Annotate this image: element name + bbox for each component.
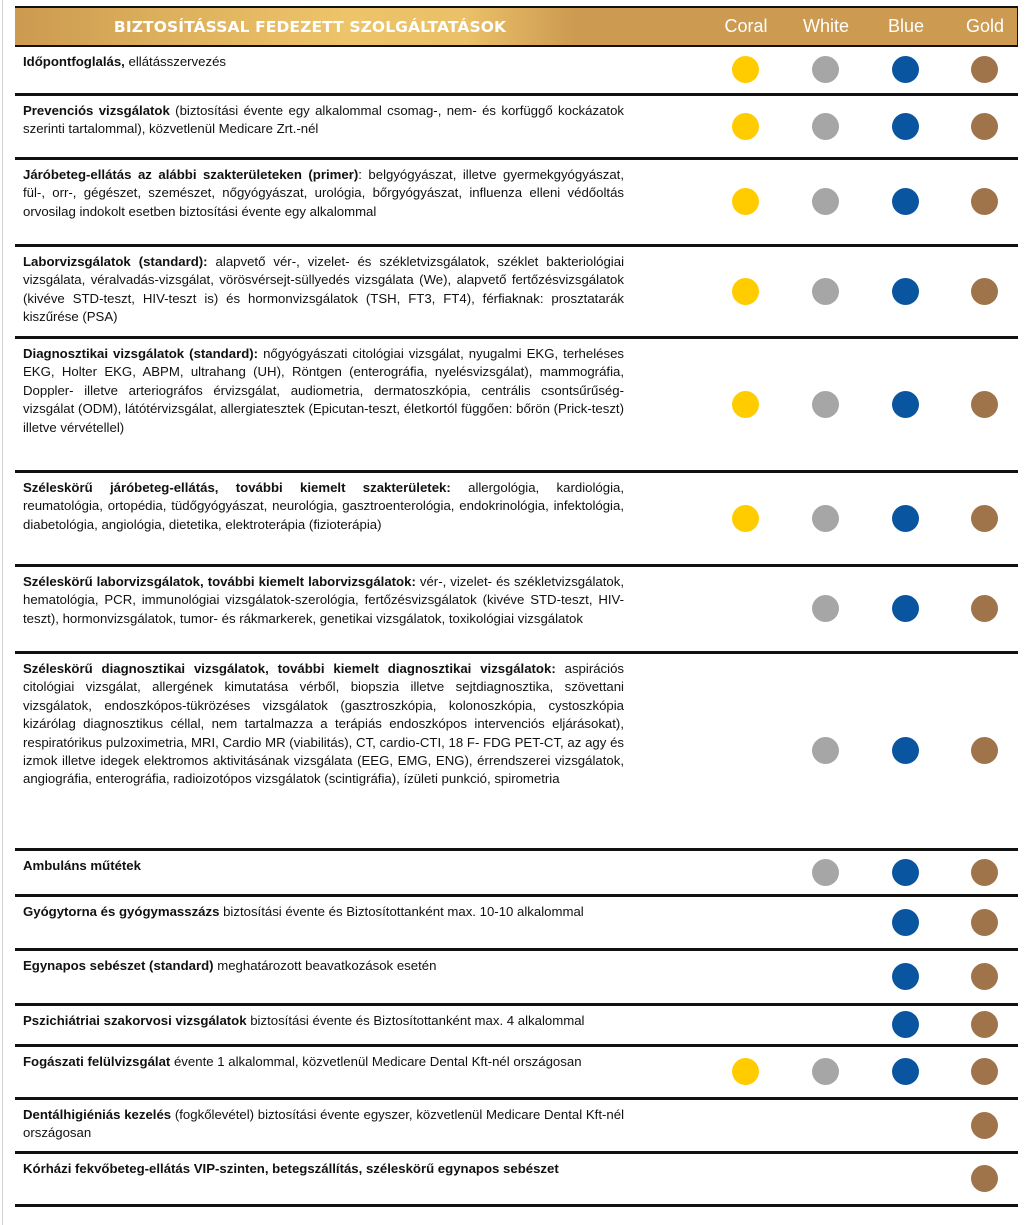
coverage-dot-coral-icon [732, 113, 759, 140]
coverage-dot-white-icon [812, 859, 839, 886]
service-details: meghatározott beavatkozások esetén [213, 958, 437, 973]
service-details: alapvető vér-, vizelet- és székletvizsgálatok, széklet bakteriológiai vizsgálata, véralvadás-vizsgálat, vörösvérsejt-süllyedés vizsgálata (We), alapvető fertőzésvizsgálatok (kivéve STD-teszt, HIV-teszt is) és hormonvizsgálatok (TSH, FT3, FT4), férfiaknak: prosztatarák kiszűrése (PSA) [23, 254, 624, 325]
coverage-dot-coral-icon [732, 391, 759, 418]
coverage-dot-blue-icon [892, 909, 919, 936]
service-details: aspirációs citológiai vizsgálat, allergének kimutatása vérből, biopszia illetve sejtdiagnosztika, szövettani vizsgálatok, endoszkópos-tükrözéses vizsgálatok (gasztroszkópia, kolonoszkópia, cystoszkópia kizárólag diagnosztikus céllal, nem tartalmazza a terápiás endoszkópos intervenciós eljárásokat), respiratórikus pulzoximetria, MRI, Cardio MR (viabilitás), CT, cardio-CTI, 18 F- FDG PET-CT, az agy és izmok illetve idegek elektromos aktivitásának vizsgálata (EEG, EMG, ENG), érrendszerei vizsgálatok, angiográfia, enterográfia, radioizotópos vizsgálatok (scintigráfia), ízületi punkció, spirometria [23, 661, 624, 787]
coverage-dot-blue-icon [892, 859, 919, 886]
coverage-dot-blue-icon [892, 505, 919, 532]
coverage-dot-gold-icon [971, 188, 998, 215]
table-row [15, 339, 1018, 473]
service-description [23, 1012, 624, 1030]
service-name: Prevenciós vizsgálatok [23, 103, 170, 118]
service-description [23, 1053, 624, 1071]
coverage-dot-blue-icon [892, 391, 919, 418]
coverage-dot-gold-icon [971, 859, 998, 886]
service-description [23, 1106, 624, 1143]
plan-label-blue: Blue [887, 16, 925, 36]
service-description [23, 903, 624, 921]
coverage-table [15, 6, 1018, 1207]
header-title: BIZTOSÍTÁSSAL FEDEZETT SZOLGÁLTATÁSOK [113, 17, 507, 36]
service-name: Dentálhigiéniás kezelés [23, 1107, 172, 1122]
plan-label-gold: Gold [965, 16, 1005, 36]
service-details: (biztosítási évente egy alkalommal csomag-, nem- és korfüggő kockázatok szerinti tartalommal), közvetlenül Medicare Zrt.-nél [23, 103, 625, 137]
table-row [15, 47, 1018, 96]
service-name: Széleskörű diagnosztikai vizsgálatok, további kiemelt diagnosztikai vizsgálatok: [23, 661, 556, 676]
coverage-dot-blue-icon [892, 188, 919, 215]
service-name: Diagnosztikai vizsgálatok (standard): [23, 346, 259, 361]
coverage-dot-blue-icon [892, 1011, 919, 1038]
service-description [23, 957, 624, 975]
service-name: Egynapos sebészet (standard) [23, 958, 214, 973]
service-details: biztosítási évente és Biztosítottanként max. 4 alkalommal [246, 1013, 585, 1028]
coverage-dot-gold-icon [971, 737, 998, 764]
coverage-dot-gold-icon [971, 963, 998, 990]
coverage-dot-gold-icon [971, 1112, 998, 1139]
service-details: nőgyógyászati citológiai vizsgálat, nyugalmi EKG, terheléses EKG, Holter EKG, ABPM, ultrahang (UH), Röntgen (enterográfia, nyelésvizsgálat), mammográfia, Doppler- illetve arteriográfos érvizsgálat, audiometria, dermatoszkópia, centrális csontsűrűség-vizsgálat (ODM), látótérvizsgálat, allergiatesztek (Epicutan-teszt, életkortól függően: bőrön (Prick-teszt) illetve vérvétellel) [23, 346, 624, 435]
service-description [23, 479, 624, 534]
table-row [15, 473, 1018, 567]
coverage-dot-white-icon [812, 737, 839, 764]
coverage-dot-gold-icon [971, 56, 998, 83]
coverage-dot-gold-icon [971, 909, 998, 936]
coverage-dot-gold-icon [971, 113, 998, 140]
service-details: évente 1 alkalommal, közvetlenül Medicare Dental Kft-nél országosan [170, 1054, 582, 1069]
service-name: Járóbeteg-ellátás az alábbi szakterületeken (primer) [23, 167, 359, 182]
service-description [23, 857, 624, 875]
coverage-dot-white-icon [812, 391, 839, 418]
coverage-dot-blue-icon [892, 56, 919, 83]
table-row [15, 160, 1018, 247]
table-row [15, 1154, 1018, 1207]
service-name: Széleskörű laborvizsgálatok, további kiemelt laborvizsgálatok: [23, 574, 416, 589]
coverage-dot-blue-icon [892, 963, 919, 990]
table-body [15, 47, 1018, 1207]
coverage-dot-gold-icon [971, 595, 998, 622]
table-row [15, 654, 1018, 851]
coverage-dot-white-icon [812, 595, 839, 622]
coverage-dot-gold-icon [971, 1165, 998, 1192]
service-description [23, 345, 624, 437]
coverage-dot-gold-icon [971, 391, 998, 418]
coverage-dot-gold-icon [971, 1058, 998, 1085]
coverage-dot-blue-icon [892, 278, 919, 305]
coverage-dot-coral-icon [732, 278, 759, 305]
service-name: Fogászati felülvizsgálat [23, 1054, 171, 1069]
table-row [15, 247, 1018, 339]
service-name: Kórházi fekvőbeteg-ellátás VIP-szinten, betegszállítás, széleskörű egynapos sebészet [23, 1161, 559, 1176]
service-name: Gyógytorna és gyógymasszázs [23, 904, 220, 919]
table-row [15, 96, 1018, 160]
coverage-dot-blue-icon [892, 1058, 919, 1085]
coverage-dot-white-icon [812, 56, 839, 83]
service-description [23, 253, 624, 327]
service-description [23, 573, 624, 628]
coverage-dot-gold-icon [971, 1011, 998, 1038]
service-description [23, 660, 624, 789]
service-description [23, 1160, 624, 1178]
coverage-dot-coral-icon [732, 1058, 759, 1085]
page-left-rule [2, 0, 3, 1225]
coverage-dot-gold-icon [971, 505, 998, 532]
table-row [15, 1047, 1018, 1100]
table-row [15, 951, 1018, 1006]
coverage-dot-gold-icon [971, 278, 998, 305]
service-details: ellátásszervezés [124, 54, 226, 69]
service-description [23, 53, 624, 71]
coverage-dot-coral-icon [732, 56, 759, 83]
coverage-dot-blue-icon [892, 737, 919, 764]
service-details: vér-, vizelet- és székletvizsgálatok, hematológia, PCR, immunológiai vizsgálatok-szerológia, fertőzésvizsgálatok (kivéve STD-teszt, HIV-teszt), hormonvizsgálatok, tumor- és rákmarkerek, genetikai vizsgálatok, toxikológiai vizsgálatok [23, 574, 624, 626]
table-row [15, 1100, 1018, 1154]
table-header [15, 6, 1018, 47]
plan-label-coral: Coral [724, 16, 768, 36]
table-row [15, 1006, 1018, 1047]
service-details: (fogkőlevétel) biztosítási évente egyszer, közvetlenül Medicare Dental Kft-nél országosan [23, 1107, 625, 1141]
table-row [15, 567, 1018, 654]
coverage-dot-white-icon [812, 1058, 839, 1085]
table-row [15, 851, 1018, 897]
service-details: allergológia, kardiológia, reumatológia, ortopédia, tüdőgyógyászat, neurológia, gasztroenterológia, endokrinológia, infektológia, diabetológia, angiológia, dietetika, elektroterápia (fizioterápia) [23, 480, 625, 532]
service-details: biztosítási évente és Biztosítottanként max. 10-10 alkalommal [219, 904, 584, 919]
service-name: Pszichiátriai szakorvosi vizsgálatok [23, 1013, 247, 1028]
coverage-dot-blue-icon [892, 113, 919, 140]
service-name: Laborvizsgálatok (standard): [23, 254, 208, 269]
coverage-dot-white-icon [812, 278, 839, 305]
coverage-dot-blue-icon [892, 595, 919, 622]
service-description [23, 166, 624, 221]
service-name: Széleskörű járóbeteg-ellátás, további kiemelt szakterületek: [23, 480, 451, 495]
service-description [23, 102, 624, 139]
service-name: Időpontfoglalás, [23, 54, 125, 69]
table-row [15, 897, 1018, 951]
service-name: Ambuláns műtétek [23, 858, 141, 873]
coverage-dot-coral-icon [732, 188, 759, 215]
coverage-dot-white-icon [812, 505, 839, 532]
service-details: : belgyógyászat, illetve gyermekgyógyászat, fül-, orr-, gégészet, szemészet, nőgyógyászat, urológia, bőrgyógyászat, influenza elleni védőoltás orvosilag indokolt esetben biztosítási évente egy alkalommal [23, 167, 624, 219]
coverage-dot-coral-icon [732, 505, 759, 532]
coverage-dot-white-icon [812, 188, 839, 215]
coverage-dot-white-icon [812, 113, 839, 140]
plan-label-white: White [802, 16, 849, 36]
